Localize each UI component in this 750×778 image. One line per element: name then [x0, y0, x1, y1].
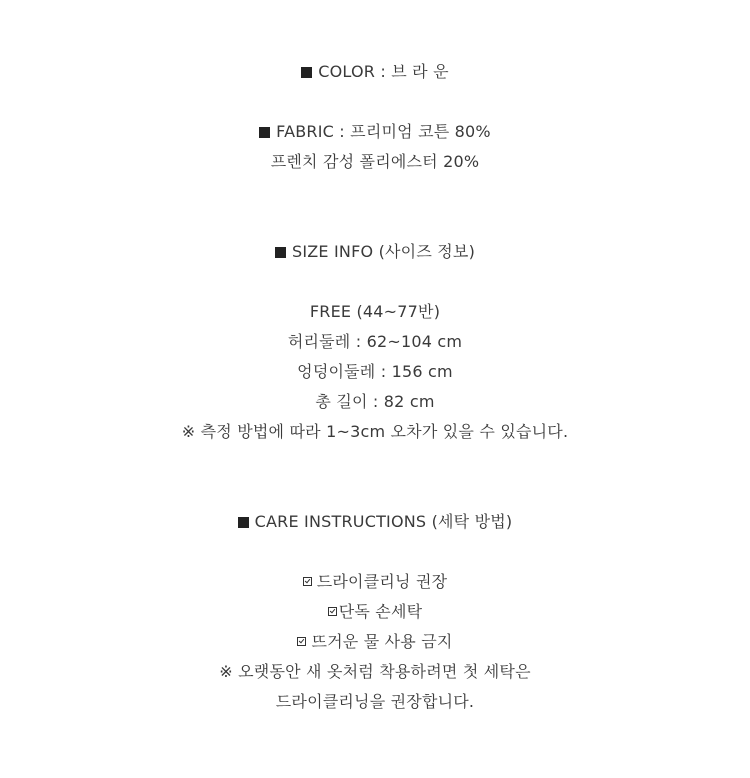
care-note-line-2-text: 드라이클리닝을 권장합니다.: [275, 692, 475, 711]
size-waist-text: 허리둘레 : 62~104 cm: [287, 332, 463, 351]
checkbox-icon: [297, 637, 306, 646]
size-length-text: 총 길이 : 82 cm: [315, 392, 435, 411]
care-heading: [0, 512, 750, 532]
color-line: [0, 62, 750, 82]
size-heading: [0, 242, 750, 262]
care-item: [0, 602, 750, 622]
care-item: [0, 632, 750, 652]
size-waist: [0, 332, 750, 352]
black-square-icon: [301, 67, 312, 78]
black-square-icon: [259, 127, 270, 138]
size-note-text: ※ 측정 방법에 따라 1~3cm 오차가 있을 수 있습니다.: [181, 422, 569, 441]
fabric-line-2: [0, 152, 750, 172]
size-note: [0, 422, 750, 442]
black-square-icon: [275, 247, 286, 258]
size-hip: [0, 362, 750, 382]
checkbox-icon: [328, 607, 337, 616]
size-length: [0, 392, 750, 412]
care-item: [0, 572, 750, 592]
care-item-text: 단독 손세탁: [338, 602, 423, 621]
care-note-line-1: [0, 662, 750, 682]
care-note-line-2: [0, 692, 750, 712]
black-square-icon: [238, 517, 249, 528]
color-label: COLOR : 브 라 운: [318, 62, 449, 81]
care-note-line-1-text: ※ 오랫동안 새 옷처럼 착용하려면 첫 세탁은: [219, 662, 531, 681]
fabric-line: [0, 122, 750, 142]
fabric-line-2-text: 프렌치 감성 폴리에스터 20%: [270, 152, 480, 171]
size-hip-text: 엉덩이둘레 : 156 cm: [297, 362, 453, 381]
size-free-text: FREE (44~77반): [309, 302, 441, 321]
care-item-text: 드라이클리닝 권장: [316, 572, 448, 591]
checkbox-icon: [303, 577, 312, 586]
fabric-label: FABRIC : 프리미엄 코튼 80%: [276, 122, 491, 141]
care-item-text: 뜨거운 물 사용 금지: [311, 632, 453, 651]
care-heading-text: CARE INSTRUCTIONS (세탁 방법): [254, 512, 513, 531]
size-heading-text: SIZE INFO (사이즈 정보): [291, 242, 476, 261]
size-free: [0, 302, 750, 322]
